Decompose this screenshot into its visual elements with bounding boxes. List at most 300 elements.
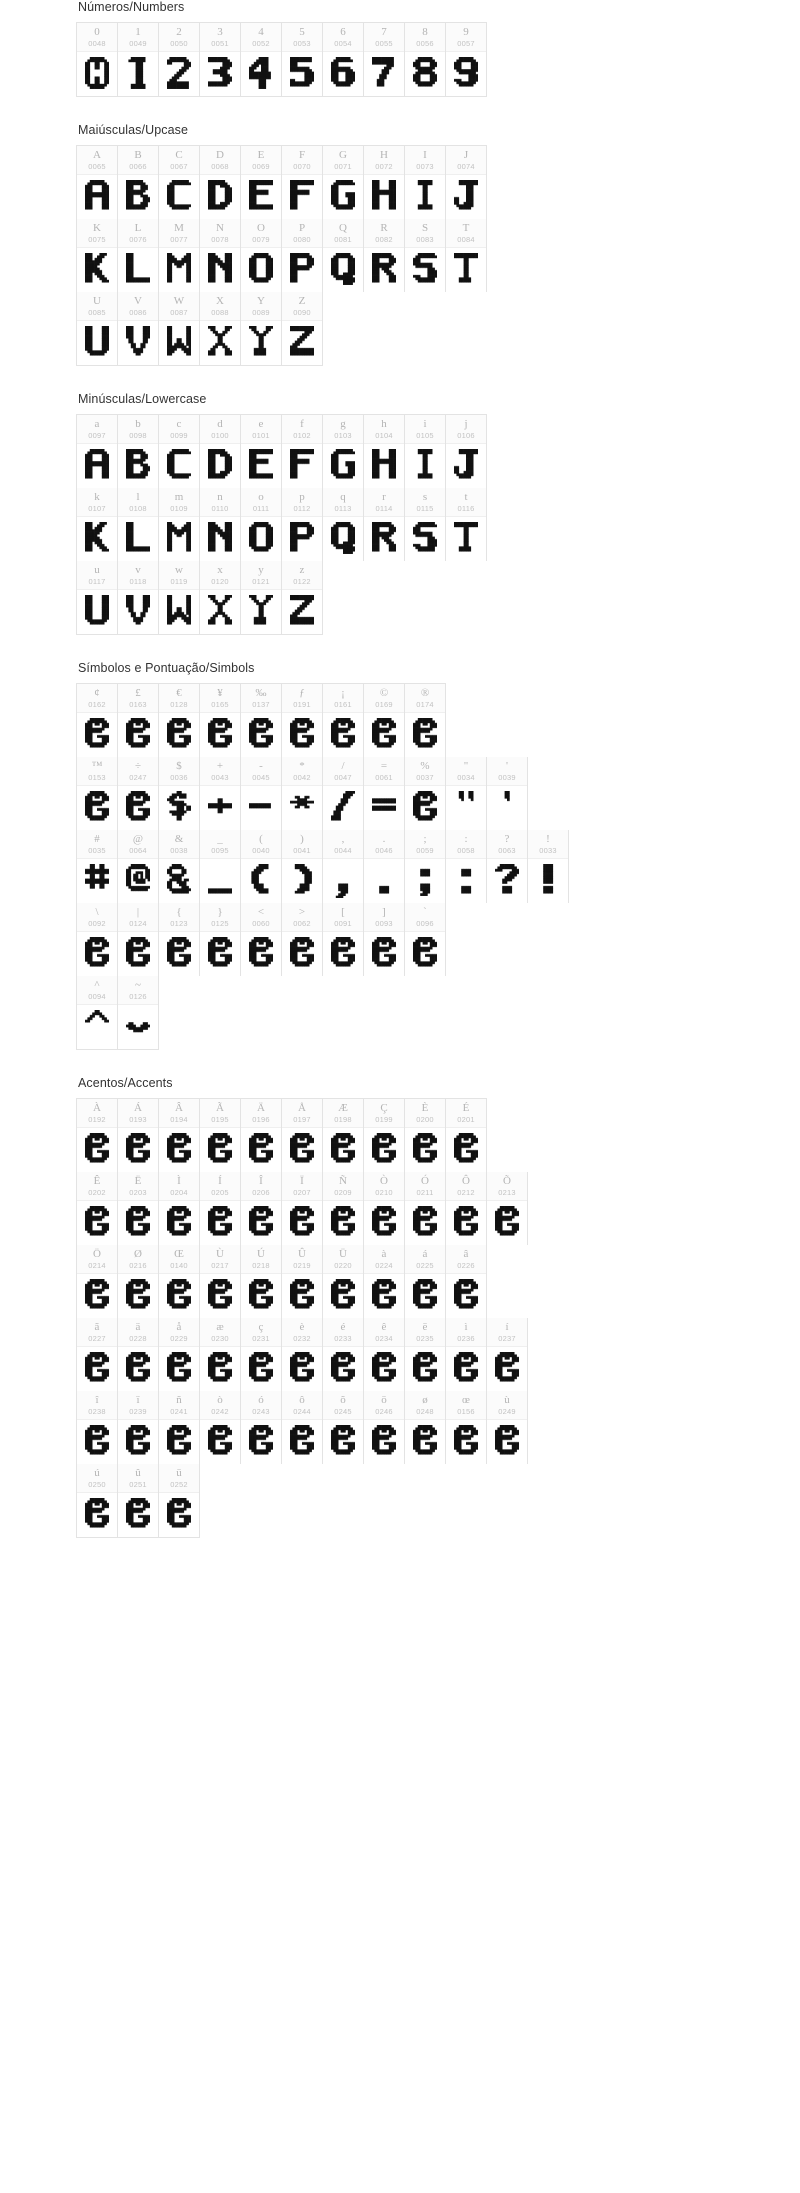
glyph-cell[interactable] xyxy=(282,684,323,757)
glyph-cell[interactable] xyxy=(77,830,118,903)
glyph-cell[interactable] xyxy=(200,830,241,903)
glyph-cell[interactable] xyxy=(241,415,282,488)
glyph-cell[interactable] xyxy=(159,1464,200,1537)
glyph-render xyxy=(364,175,404,219)
glyph-cell[interactable] xyxy=(282,488,323,561)
glyph-cell[interactable] xyxy=(405,1391,446,1464)
glyph-code-label: 0219 xyxy=(293,1261,311,1270)
glyph-cell[interactable] xyxy=(118,1464,159,1537)
glyph-code-label: 0252 xyxy=(170,1480,188,1489)
glyph-meta xyxy=(487,830,527,859)
glyph-character-label: 3 xyxy=(217,26,223,38)
glyph-meta xyxy=(77,292,117,321)
glyph-cell[interactable] xyxy=(118,976,159,1049)
glyph-cell[interactable] xyxy=(159,292,200,365)
glyph-cell[interactable] xyxy=(282,1318,323,1391)
glyph-cell[interactable] xyxy=(282,1099,323,1172)
glyph-character-label: æ xyxy=(216,1321,224,1333)
glyph-code-label: 0110 xyxy=(211,504,229,513)
glyph-cell[interactable] xyxy=(200,488,241,561)
glyph-code-label: 0204 xyxy=(170,1188,188,1197)
glyph-code-label: 0156 xyxy=(457,1407,475,1416)
glyph-cell[interactable] xyxy=(487,1172,528,1245)
glyph-cell[interactable] xyxy=(446,219,487,292)
section-title: Minúsculas/Lowercase xyxy=(78,392,207,406)
glyph-cell[interactable] xyxy=(200,1245,241,1318)
glyph-cell[interactable] xyxy=(241,1172,282,1245)
glyph-render xyxy=(118,1274,158,1318)
glyph-cell[interactable] xyxy=(364,488,405,561)
glyph-character-label: > xyxy=(298,906,306,918)
glyph-cell[interactable] xyxy=(364,1099,405,1172)
glyph-cell[interactable] xyxy=(159,1172,200,1245)
glyph-meta xyxy=(364,1172,404,1201)
glyph-meta xyxy=(159,146,199,175)
glyph-render xyxy=(282,1347,322,1391)
glyph-cell[interactable] xyxy=(118,903,159,976)
glyph-row xyxy=(76,976,159,1050)
glyph-cell[interactable] xyxy=(77,1099,118,1172)
glyph-render xyxy=(323,1201,363,1245)
glyph-cell[interactable] xyxy=(323,1099,364,1172)
glyph-cell[interactable] xyxy=(241,830,282,903)
glyph-character-label: : xyxy=(464,833,468,845)
glyph-character-label: m xyxy=(174,491,184,503)
glyph-cell[interactable] xyxy=(77,23,118,96)
glyph-render xyxy=(323,932,363,976)
glyph-cell[interactable] xyxy=(282,903,323,976)
glyph-cell[interactable] xyxy=(446,23,487,96)
glyph-cell[interactable] xyxy=(323,684,364,757)
glyph-character-label: 0 xyxy=(94,26,100,38)
glyph-cell[interactable] xyxy=(364,219,405,292)
glyph-cell[interactable] xyxy=(241,488,282,561)
glyph-cell[interactable] xyxy=(118,415,159,488)
glyph-cell[interactable] xyxy=(405,757,446,830)
glyph-cell[interactable] xyxy=(118,757,159,830)
glyph-cell[interactable] xyxy=(364,415,405,488)
glyph-character-label: Ù xyxy=(216,1248,224,1260)
glyph-meta xyxy=(118,1172,158,1201)
glyph-code-label: 0081 xyxy=(334,235,352,244)
glyph-cell[interactable] xyxy=(118,1245,159,1318)
glyph-cell[interactable] xyxy=(77,684,118,757)
glyph-code-label: 0161 xyxy=(334,700,352,709)
glyph-cell[interactable] xyxy=(487,1391,528,1464)
glyph-cell[interactable] xyxy=(282,146,323,219)
glyph-cell[interactable] xyxy=(487,1318,528,1391)
glyph-character-label: ä xyxy=(135,1321,141,1333)
glyph-cell[interactable] xyxy=(323,1318,364,1391)
glyph-cell[interactable] xyxy=(364,1391,405,1464)
glyph-meta xyxy=(118,757,158,786)
glyph-character-label: Í xyxy=(218,1175,222,1187)
glyph-code-label: 0096 xyxy=(416,919,434,928)
glyph-cell[interactable] xyxy=(487,757,528,830)
glyph-cell[interactable] xyxy=(446,1172,487,1245)
glyph-meta xyxy=(405,1245,445,1274)
glyph-cell[interactable] xyxy=(364,1318,405,1391)
glyph-cell[interactable] xyxy=(241,1099,282,1172)
glyph-cell[interactable] xyxy=(77,1318,118,1391)
glyph-cell[interactable] xyxy=(446,415,487,488)
glyph-code-label: 0123 xyxy=(170,919,188,928)
glyph-cell[interactable] xyxy=(405,1099,446,1172)
glyph-cell[interactable] xyxy=(77,1172,118,1245)
glyph-meta xyxy=(159,830,199,859)
glyph-character-label: s xyxy=(422,491,428,503)
glyph-cell[interactable] xyxy=(159,757,200,830)
glyph-cell[interactable] xyxy=(200,757,241,830)
glyph-cell[interactable] xyxy=(446,1245,487,1318)
glyph-cell[interactable] xyxy=(282,561,323,634)
glyph-cell[interactable] xyxy=(118,488,159,561)
glyph-cell[interactable] xyxy=(200,146,241,219)
glyph-cell[interactable] xyxy=(364,1172,405,1245)
glyph-code-label: 0108 xyxy=(129,504,147,513)
glyph-cell[interactable] xyxy=(159,23,200,96)
glyph-cell[interactable] xyxy=(200,903,241,976)
glyph-meta xyxy=(282,561,322,590)
glyph-cell[interactable] xyxy=(323,1245,364,1318)
glyph-cell[interactable] xyxy=(118,1391,159,1464)
glyph-character-label: p xyxy=(299,491,305,503)
glyph-render xyxy=(282,321,322,365)
glyph-cell[interactable] xyxy=(118,292,159,365)
glyph-meta xyxy=(487,1172,527,1201)
glyph-code-label: 0194 xyxy=(170,1115,188,1124)
glyph-meta xyxy=(282,1318,322,1347)
glyph-cell[interactable] xyxy=(118,1099,159,1172)
glyph-meta xyxy=(487,1391,527,1420)
glyph-render xyxy=(200,444,240,488)
glyph-cell[interactable] xyxy=(77,903,118,976)
glyph-cell[interactable] xyxy=(282,1391,323,1464)
glyph-cell[interactable] xyxy=(200,415,241,488)
glyph-code-label: 0079 xyxy=(252,235,270,244)
glyph-cell[interactable] xyxy=(200,684,241,757)
glyph-render xyxy=(200,52,240,96)
glyph-cell[interactable] xyxy=(405,1318,446,1391)
glyph-cell[interactable] xyxy=(364,903,405,976)
glyph-render xyxy=(241,444,281,488)
glyph-cell[interactable] xyxy=(446,1391,487,1464)
section-title: Símbolos e Pontuação/Simbols xyxy=(78,661,255,675)
glyph-cell[interactable] xyxy=(77,976,118,1049)
glyph-cell[interactable] xyxy=(323,1391,364,1464)
glyph-cell[interactable] xyxy=(241,1318,282,1391)
glyph-render xyxy=(77,175,117,219)
glyph-cell[interactable] xyxy=(200,292,241,365)
glyph-render xyxy=(159,786,199,830)
glyph-character-label: À xyxy=(93,1102,101,1114)
glyph-cell[interactable] xyxy=(364,1245,405,1318)
glyph-render xyxy=(364,444,404,488)
glyph-row xyxy=(76,1098,487,1172)
glyph-cell[interactable] xyxy=(323,903,364,976)
glyph-code-label: 0250 xyxy=(88,1480,106,1489)
glyph-meta xyxy=(77,1172,117,1201)
glyph-cell[interactable] xyxy=(77,1245,118,1318)
glyph-render xyxy=(241,52,281,96)
glyph-row xyxy=(76,1245,487,1318)
glyph-cell[interactable] xyxy=(446,146,487,219)
glyph-cell[interactable] xyxy=(159,1391,200,1464)
glyph-cell[interactable] xyxy=(282,1245,323,1318)
glyph-code-label: 0098 xyxy=(129,431,147,440)
glyph-cell[interactable] xyxy=(159,415,200,488)
glyph-cell[interactable] xyxy=(405,1172,446,1245)
glyph-cell[interactable] xyxy=(282,757,323,830)
glyph-cell[interactable] xyxy=(200,219,241,292)
glyph-code-label: 0199 xyxy=(375,1115,393,1124)
glyph-cell[interactable] xyxy=(323,415,364,488)
section-title: Números/Numbers xyxy=(78,0,185,14)
glyph-cell[interactable] xyxy=(241,292,282,365)
glyph-cell[interactable] xyxy=(323,830,364,903)
glyph-cell[interactable] xyxy=(200,1318,241,1391)
glyph-code-label: 0193 xyxy=(129,1115,147,1124)
glyph-cell[interactable] xyxy=(77,561,118,634)
glyph-cell[interactable] xyxy=(241,684,282,757)
glyph-cell[interactable] xyxy=(241,903,282,976)
glyph-cell[interactable] xyxy=(241,219,282,292)
glyph-code-label: 0140 xyxy=(170,1261,188,1270)
glyph-character-label: Q xyxy=(339,222,347,234)
glyph-cell[interactable] xyxy=(405,23,446,96)
glyph-character-label: g xyxy=(340,418,346,430)
glyph-meta xyxy=(241,1099,281,1128)
glyph-cell[interactable] xyxy=(364,146,405,219)
glyph-cell[interactable] xyxy=(118,830,159,903)
glyph-character-label: , xyxy=(341,833,345,845)
glyph-cell[interactable] xyxy=(200,1172,241,1245)
glyph-cell[interactable] xyxy=(159,561,200,634)
glyph-cell[interactable] xyxy=(405,903,446,976)
glyph-render xyxy=(159,1274,199,1318)
glyph-cell[interactable] xyxy=(241,23,282,96)
glyph-cell[interactable] xyxy=(405,684,446,757)
glyph-character-label: y xyxy=(258,564,264,576)
glyph-render xyxy=(118,932,158,976)
glyph-character-label: - xyxy=(259,760,263,772)
glyph-render xyxy=(77,1420,117,1464)
glyph-cell[interactable] xyxy=(241,146,282,219)
glyph-cell[interactable] xyxy=(446,1099,487,1172)
glyph-cell[interactable] xyxy=(405,488,446,561)
glyph-character-label: Ä xyxy=(257,1102,265,1114)
glyph-cell[interactable] xyxy=(159,219,200,292)
glyph-character-label: G xyxy=(339,149,347,161)
glyph-meta xyxy=(159,219,199,248)
glyph-character-label: q xyxy=(340,491,346,503)
glyph-cell[interactable] xyxy=(282,219,323,292)
glyph-code-label: 0165 xyxy=(211,700,229,709)
glyph-cell[interactable] xyxy=(200,561,241,634)
glyph-character-label: R xyxy=(380,222,388,234)
glyph-character-label: ö xyxy=(381,1394,387,1406)
glyph-cell[interactable] xyxy=(200,1391,241,1464)
glyph-cell[interactable] xyxy=(77,488,118,561)
glyph-meta xyxy=(241,1318,281,1347)
glyph-character-label: ^ xyxy=(94,979,100,991)
glyph-render xyxy=(323,1274,363,1318)
glyph-cell[interactable] xyxy=(364,757,405,830)
glyph-cell[interactable] xyxy=(282,415,323,488)
glyph-cell[interactable] xyxy=(77,415,118,488)
glyph-meta xyxy=(118,23,158,52)
glyph-cell[interactable] xyxy=(323,219,364,292)
glyph-cell[interactable] xyxy=(241,1245,282,1318)
glyph-render xyxy=(200,713,240,757)
glyph-character-label: n xyxy=(217,491,223,503)
glyph-cell[interactable] xyxy=(241,757,282,830)
glyph-cell[interactable] xyxy=(200,1099,241,1172)
glyph-meta xyxy=(282,488,322,517)
glyph-meta xyxy=(446,1099,486,1128)
glyph-code-label: 0064 xyxy=(129,846,147,855)
glyph-character-label: 1 xyxy=(135,26,141,38)
glyph-render xyxy=(241,1274,281,1318)
glyph-code-label: 0239 xyxy=(129,1407,147,1416)
glyph-render xyxy=(364,248,404,292)
glyph-character-label: £ xyxy=(135,687,141,699)
glyph-cell[interactable] xyxy=(118,219,159,292)
glyph-meta xyxy=(77,488,117,517)
glyph-code-label: 0230 xyxy=(211,1334,229,1343)
glyph-cell[interactable] xyxy=(77,1391,118,1464)
glyph-code-label: 0035 xyxy=(88,846,106,855)
glyph-cell[interactable] xyxy=(118,561,159,634)
glyph-cell[interactable] xyxy=(159,488,200,561)
glyph-cell[interactable] xyxy=(528,830,569,903)
glyph-row xyxy=(76,561,323,635)
glyph-code-label: 0126 xyxy=(129,992,147,1001)
glyph-cell[interactable] xyxy=(77,757,118,830)
glyph-character-label: $ xyxy=(176,760,182,772)
glyph-render xyxy=(446,444,486,488)
glyph-cell[interactable] xyxy=(159,830,200,903)
glyph-cell[interactable] xyxy=(405,415,446,488)
glyph-meta xyxy=(241,146,281,175)
glyph-cell[interactable] xyxy=(323,757,364,830)
glyph-meta xyxy=(77,976,117,1005)
glyph-cell[interactable] xyxy=(446,488,487,561)
glyph-code-label: 0069 xyxy=(252,162,270,171)
glyph-render xyxy=(487,1347,527,1391)
glyph-cell[interactable] xyxy=(282,1172,323,1245)
glyph-render xyxy=(200,175,240,219)
glyph-code-label: 0046 xyxy=(375,846,393,855)
glyph-cell[interactable] xyxy=(446,757,487,830)
glyph-meta xyxy=(323,23,363,52)
glyph-code-label: 0174 xyxy=(416,700,434,709)
glyph-meta xyxy=(200,1391,240,1420)
glyph-render xyxy=(323,517,363,561)
glyph-render xyxy=(364,859,404,903)
glyph-render xyxy=(364,932,404,976)
glyph-cell[interactable] xyxy=(323,488,364,561)
glyph-cell[interactable] xyxy=(118,23,159,96)
glyph-cell[interactable] xyxy=(323,23,364,96)
glyph-cell[interactable] xyxy=(77,146,118,219)
glyph-cell[interactable] xyxy=(323,146,364,219)
glyph-character-label: Æ xyxy=(338,1102,348,1114)
glyph-code-label: 0087 xyxy=(170,308,188,317)
glyph-cell[interactable] xyxy=(77,1464,118,1537)
glyph-cell[interactable] xyxy=(159,903,200,976)
glyph-render xyxy=(159,713,199,757)
glyph-cell[interactable] xyxy=(77,292,118,365)
glyph-cell[interactable] xyxy=(159,1245,200,1318)
glyph-character-label: 7 xyxy=(381,26,387,38)
glyph-cell[interactable] xyxy=(159,146,200,219)
glyph-cell[interactable] xyxy=(323,1172,364,1245)
glyph-render xyxy=(364,1347,404,1391)
glyph-cell[interactable] xyxy=(77,219,118,292)
glyph-cell[interactable] xyxy=(159,1318,200,1391)
glyph-character-label: i xyxy=(423,418,427,430)
glyph-meta xyxy=(282,1245,322,1274)
glyph-cell[interactable] xyxy=(405,830,446,903)
glyph-render xyxy=(282,517,322,561)
glyph-cell[interactable] xyxy=(405,146,446,219)
glyph-meta xyxy=(323,1245,363,1274)
glyph-character-label: | xyxy=(136,906,140,918)
glyph-cell[interactable] xyxy=(364,23,405,96)
glyph-character-label: ü xyxy=(176,1467,182,1479)
glyph-cell[interactable] xyxy=(364,684,405,757)
glyph-cell[interactable] xyxy=(282,23,323,96)
glyph-code-label: 0201 xyxy=(457,1115,475,1124)
glyph-code-label: 0099 xyxy=(170,431,188,440)
glyph-render xyxy=(364,786,404,830)
glyph-cell[interactable] xyxy=(282,292,323,365)
glyph-cell[interactable] xyxy=(446,1318,487,1391)
glyph-cell[interactable] xyxy=(282,830,323,903)
glyph-cell[interactable] xyxy=(200,23,241,96)
glyph-cell[interactable] xyxy=(118,146,159,219)
glyph-cell[interactable] xyxy=(241,561,282,634)
glyph-grid xyxy=(0,683,800,1050)
glyph-code-label: 0085 xyxy=(88,308,106,317)
glyph-cell[interactable] xyxy=(118,1318,159,1391)
glyph-character-label: K xyxy=(93,222,101,234)
glyph-cell[interactable] xyxy=(446,830,487,903)
glyph-code-label: 0197 xyxy=(293,1115,311,1124)
glyph-cell[interactable] xyxy=(364,830,405,903)
glyph-cell[interactable] xyxy=(405,219,446,292)
glyph-cell[interactable] xyxy=(405,1245,446,1318)
glyph-character-label: ë xyxy=(422,1321,428,1333)
glyph-render xyxy=(118,1005,158,1049)
glyph-code-label: 0247 xyxy=(129,773,147,782)
glyph-character-label: 8 xyxy=(422,26,428,38)
glyph-meta xyxy=(159,1464,199,1493)
glyph-cell[interactable] xyxy=(241,1391,282,1464)
glyph-cell[interactable] xyxy=(159,684,200,757)
glyph-character-label: + xyxy=(216,760,224,772)
glyph-cell[interactable] xyxy=(159,1099,200,1172)
glyph-cell[interactable] xyxy=(118,684,159,757)
glyph-cell[interactable] xyxy=(487,830,528,903)
glyph-character-label: W xyxy=(173,295,185,307)
glyph-render xyxy=(77,932,117,976)
glyph-render xyxy=(118,175,158,219)
glyph-meta xyxy=(159,561,199,590)
glyph-cell[interactable] xyxy=(118,1172,159,1245)
glyph-meta xyxy=(118,684,158,713)
